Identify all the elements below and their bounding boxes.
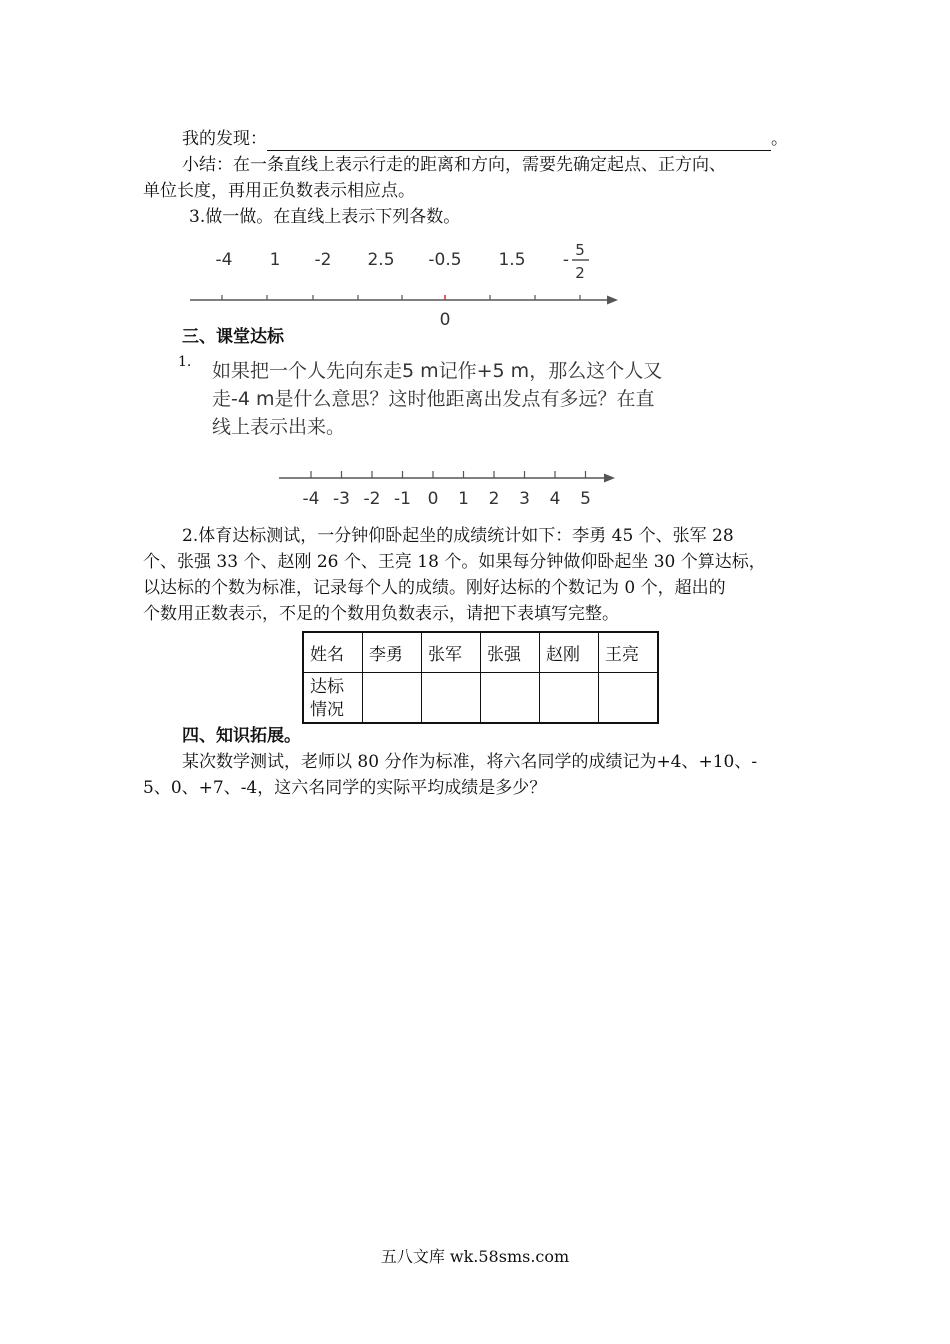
score-table-input-cell[interactable] (422, 672, 481, 723)
discovery-line (182, 127, 788, 151)
q1-tick-label: 0 (427, 489, 439, 509)
q1-text (212, 357, 662, 441)
q1-line-2: 走-4 m是什么意思？这时他距离出发点有多远？在直 (212, 388, 655, 410)
score-table-row-label-1: 达标 (310, 676, 344, 697)
discovery-label: 我的发现： (182, 129, 267, 149)
section4-heading: 四、知识拓展。 (182, 726, 301, 746)
task3-title: 3.做一做。在直线上表示下列各数。 (189, 207, 461, 227)
q2-line-3: 以达标的个数为标准，记录每个人的成绩。刚好达标的个数记为 0 个，超出的 (143, 578, 726, 598)
task3-number-3: 2.5 (367, 250, 395, 270)
q1-tick-label: 2 (488, 489, 500, 509)
score-table-input-cell[interactable] (599, 672, 659, 723)
task3-fraction-sign: - (562, 250, 570, 270)
q1-tick-label: -4 (302, 489, 320, 509)
task3-fraction-numerator: 5 (575, 241, 585, 259)
score-table-header-name: 姓名 (303, 632, 363, 672)
q1-tick-label: 4 (549, 489, 561, 509)
score-table-input-cell[interactable] (363, 672, 422, 723)
q1-axis-ticks (303, 471, 591, 509)
discovery-blank (267, 130, 771, 151)
section4-line-2: 5、0、+7、-4，这六名同学的实际平均成绩是多少？ (143, 778, 547, 798)
score-table-input-cell[interactable] (481, 672, 540, 723)
score-table-row-label-2: 情况 (310, 699, 344, 720)
task3-fraction-denominator: 2 (575, 264, 585, 282)
score-table (302, 631, 659, 724)
score-table-result-row (303, 672, 658, 723)
q1-tick-label: 5 (580, 489, 591, 509)
q1-number-line-figure (275, 462, 620, 512)
summary-line-2: 单位长度，再用正负数表示相应点。 (143, 181, 415, 201)
score-table-header-cell: 王亮 (599, 632, 659, 672)
q1-line-1: 如果把一个人先向东走5 m记作+5 m，那么这个人又 (212, 360, 663, 382)
section4-line-1: 某次数学测试，老师以 80 分作为标准，将六名同学的成绩记为+4、+10、- (182, 752, 758, 772)
task3-number-5: 1.5 (498, 250, 526, 270)
task3-axis-arrow (607, 296, 618, 305)
task3-number-0: -4 (215, 250, 233, 270)
section3-heading: 三、课堂达标 (182, 327, 284, 347)
score-table-input-cell[interactable] (540, 672, 599, 723)
q1-line-3: 线上表示出来。 (212, 416, 346, 438)
task3-number-2: -2 (314, 250, 332, 270)
q2-line-4: 个数用正数表示，不足的个数用负数表示，请把下表填写完整。 (143, 604, 619, 624)
task3-origin-label: 0 (439, 310, 451, 328)
score-table-header-cell: 李勇 (363, 632, 422, 672)
score-table-row-label (303, 672, 363, 723)
score-table-header-cell: 张军 (422, 632, 481, 672)
summary-line-1: 小结：在一条直线上表示行走的距离和方向，需要先确定起点、正方向、 (182, 155, 726, 175)
score-table-header-cell: 张强 (481, 632, 540, 672)
q2-line-1: 2.体育达标测试，一分钟仰卧起坐的成绩统计如下：李勇 45 个、张军 28 (182, 526, 734, 546)
task3-number-line-figure (180, 236, 630, 328)
q2-line-2: 个、张强 33 个、赵刚 26 个、王亮 18 个。如果每分钟做仰卧起坐 30 个算达标， (143, 552, 766, 572)
q1-axis-arrow (604, 474, 615, 483)
score-table-header-row (303, 632, 658, 672)
task3-number-1: 1 (269, 250, 281, 270)
q1-tick-label: -2 (363, 489, 381, 509)
page-footer: 五八文库 wk.58sms.com (380, 1247, 570, 1266)
q1-number: 1. (178, 354, 192, 370)
task3-number-4: -0.5 (428, 250, 462, 270)
score-table-header-cell: 赵刚 (540, 632, 599, 672)
q1-tick-label: -3 (333, 489, 350, 509)
discovery-end: 。 (771, 129, 788, 149)
q1-tick-label: 3 (519, 489, 530, 509)
q1-tick-label: 1 (458, 489, 469, 509)
q1-tick-label: -1 (394, 489, 411, 509)
